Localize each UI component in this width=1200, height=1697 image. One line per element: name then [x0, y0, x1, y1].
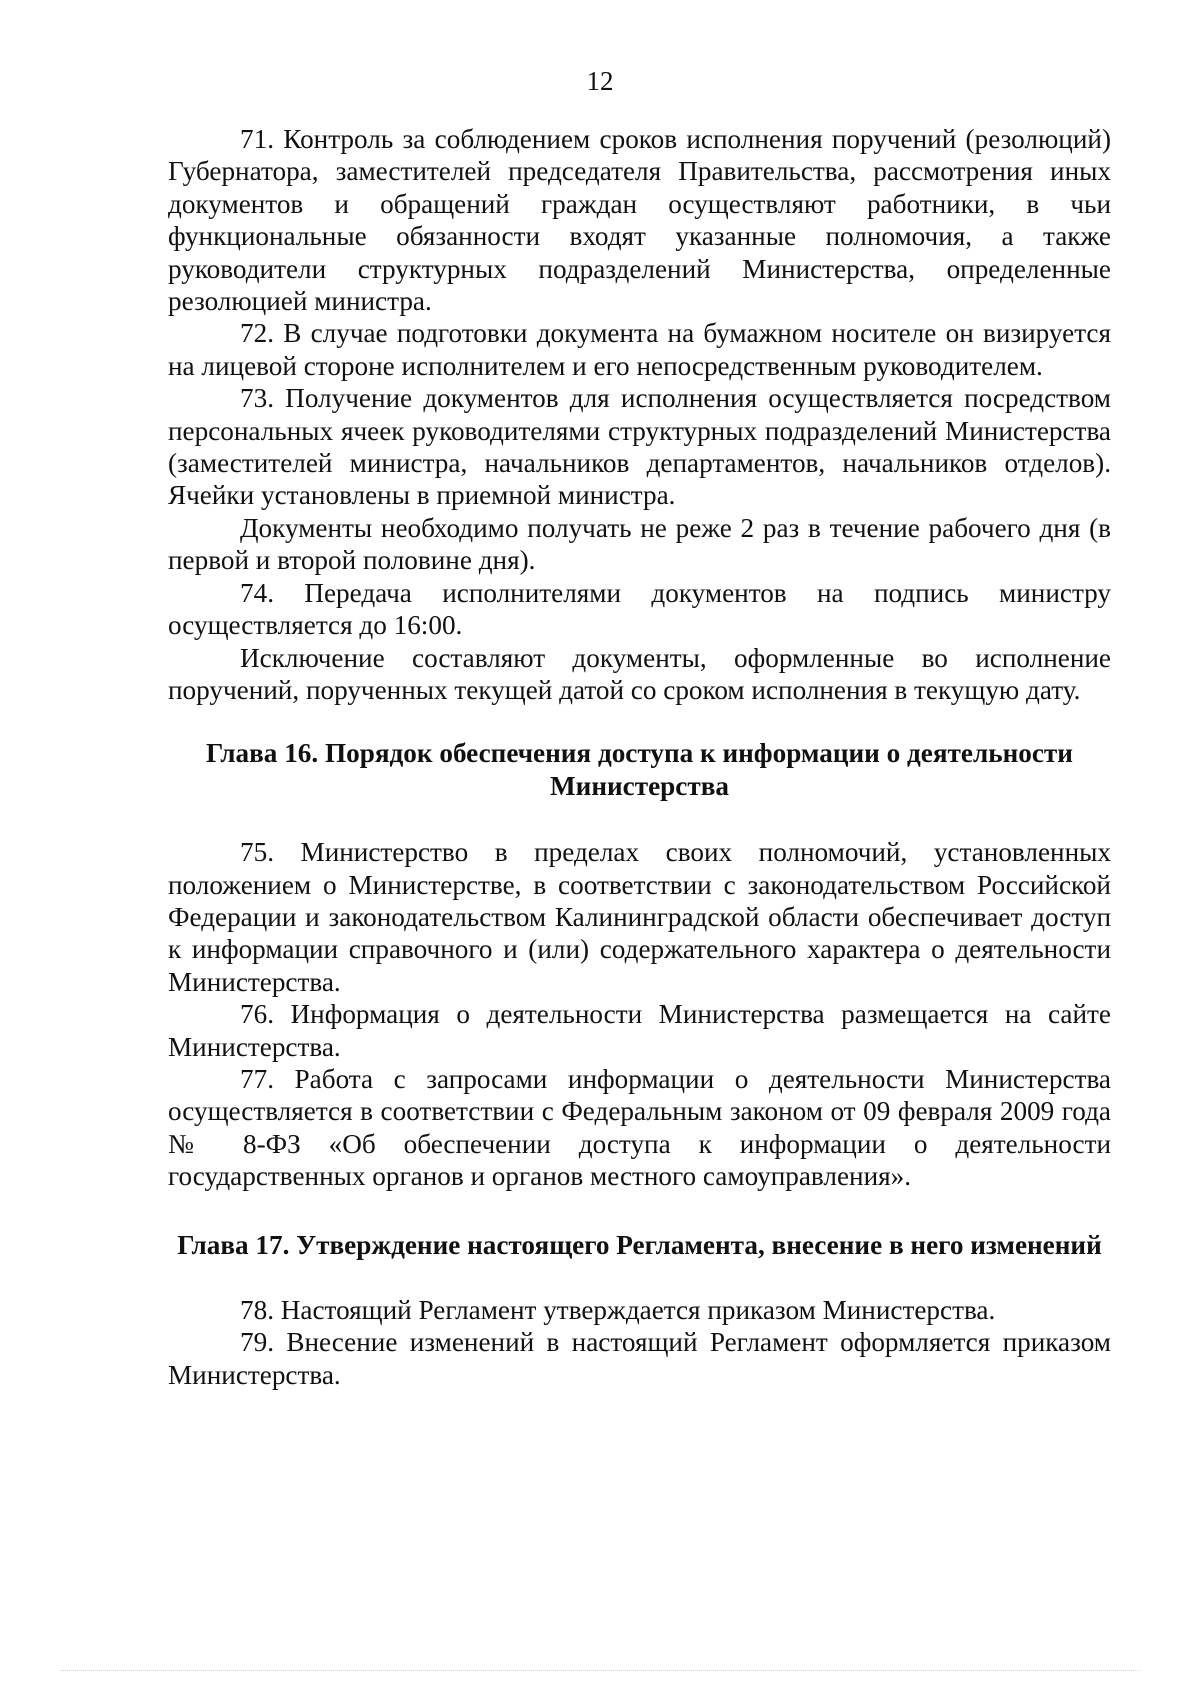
document-body: [168, 123, 1111, 1391]
paragraph-73: 73. Получение документов для исполнения осуществляется посредством персональных ячеек руководителями структурных подразделений Министерства (заместителей министра, начальников департаментов, начальников отделов). Ячейки установлены в приемной министра.: [168, 383, 1111, 511]
chapter-17-heading: Глава 17. Утверждение настоящего Регламента, внесение в него изменений: [177, 1229, 1102, 1260]
paragraph-78: 78. Настоящий Регламент утверждается приказом Министерства.: [240, 1295, 996, 1325]
paragraph-72: 72. В случае подготовки документа на бумажном носителе он визируется на лицевой стороне исполнителем и его непосредственным руководителем.: [168, 318, 1111, 381]
paragraph-76: 76. Информация о деятельности Министерства размещается на сайте Министерства.: [168, 999, 1111, 1062]
paragraph-79: 79. Внесение изменений в настоящий Регламент оформляется приказом Министерства.: [168, 1327, 1111, 1390]
paragraph-77: 77. Работа с запросами информации о деятельности Министерства осуществляется в соответствии с Федеральным законом от 09 февраля 2009 года № 8-ФЗ «Об обеспечении доступа к информации о деятельности государственных органов и органов местного самоуправления».: [168, 1063, 1111, 1192]
paragraph-71: 71. Контроль за соблюдением сроков исполнения поручений (резолюций) Губернатора, заместителей председателя Правительства, рассмотрения иных документов и обращений граждан осуществляют работники, в чьи функциональные обязанности входят указанные полномочия, а также руководители структурных подразделений Министерства, определенные резолюцией министра.: [168, 124, 1111, 317]
paragraph-75: 75. Министерство в пределах своих полномочий, установленных положением о Министерстве, в соответствии с законодательством Российской Федерации и законодательством Калининградской области обеспечивает доступ к информации справочного и (или) содержательного характера о деятельности Министерства.: [168, 837, 1111, 997]
paragraph-74-exception: Исключение составляют документы, оформленные во исполнение поручений, порученных текущей датой со сроком исполнения в текущую дату.: [168, 642, 1111, 705]
page-number: 12: [586, 66, 614, 96]
paragraph-74: 74. Передача исполнителями документов на подпись министру осуществляется до 16:00.: [168, 577, 1111, 641]
paragraph-73-continued: Документы необходимо получать не реже 2 раз в течение рабочего дня (в первой и второй половине дня).: [168, 512, 1111, 576]
scan-artifact-line: [60, 1670, 1140, 1673]
chapter-16-heading: Глава 16. Порядок обеспечения доступа к информации о деятельности Министерства: [206, 738, 1073, 801]
